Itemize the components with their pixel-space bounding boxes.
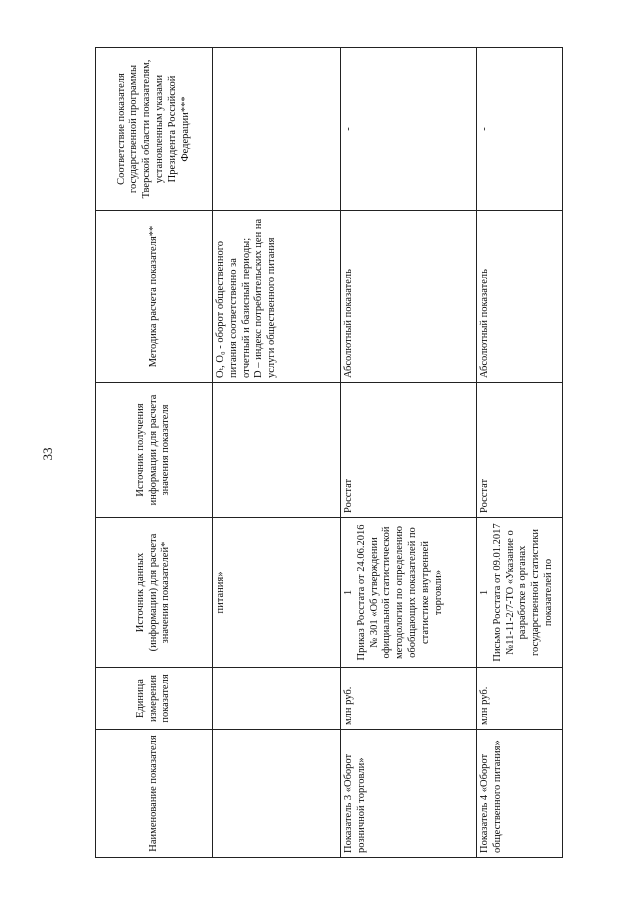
cell-info-source: Росстат bbox=[341, 383, 477, 518]
method-line: D – индекс потребительских цен на услуги общественного питания bbox=[253, 218, 278, 378]
table-row-continuation bbox=[213, 48, 341, 858]
cell-unit: млн руб. bbox=[341, 668, 477, 730]
source-number: 1 bbox=[479, 589, 490, 596]
cell-empty bbox=[213, 383, 341, 518]
cell-info-source: Росстат bbox=[477, 383, 563, 518]
source-number: 1 bbox=[343, 589, 354, 596]
cell-method bbox=[213, 211, 341, 383]
table-row bbox=[477, 48, 563, 858]
cell-method: Абсолютный показатель bbox=[477, 211, 563, 383]
header-data-source: Источник данных (информации) для расчета значения показателей* bbox=[96, 518, 213, 668]
header-unit: Единица измерения показателя bbox=[96, 668, 213, 730]
cell-compliance: - bbox=[477, 48, 563, 211]
source-text: Приказ Росстата от 24.06.2016 № 301 «Об утверждении официальной статистической методологии по определению обобщающих показателей по статистике внутренней торговли» bbox=[355, 524, 444, 661]
cell-source-data bbox=[477, 518, 563, 668]
cell-unit: млн руб. bbox=[477, 668, 563, 730]
cell-source-data: питания» bbox=[213, 518, 341, 668]
page-number: 33 bbox=[40, 447, 55, 461]
rotated-table-wrapper bbox=[95, 48, 554, 858]
cell-indicator-name: Показатель 4 «Оборот общественного питания» bbox=[477, 730, 563, 858]
method-line: Оₜ, О₀ - оборот общественного питания соответственно за отчетный и базисный периоды; bbox=[215, 237, 252, 378]
cell-empty bbox=[213, 730, 341, 858]
source-text: Письмо Росстата от 09.01.2017 №11-11-2/7-ТО «Указание о разработке в органах государственной статистики показателей по bbox=[491, 523, 554, 662]
table-header-row bbox=[96, 48, 213, 858]
table-row bbox=[341, 48, 477, 858]
cell-empty bbox=[213, 48, 341, 211]
header-indicator-name: Наименование показателя bbox=[96, 730, 213, 858]
cell-empty bbox=[213, 668, 341, 730]
header-compliance: Соответствие показателя государственной программы Тверской области показателям, установленным указами Президента Российской Федерации*** bbox=[96, 48, 213, 211]
cell-indicator-name: Показатель 3 «Оборот розничной торговли» bbox=[341, 730, 477, 858]
indicators-table bbox=[95, 47, 563, 858]
cell-source-data bbox=[341, 518, 477, 668]
header-calculation-method: Методика расчета показателя** bbox=[96, 211, 213, 383]
header-info-source: Источник получения информации для расчета значения показателя bbox=[96, 383, 213, 518]
cell-compliance: - bbox=[341, 48, 477, 211]
cell-method: Абсолютный показатель bbox=[341, 211, 477, 383]
